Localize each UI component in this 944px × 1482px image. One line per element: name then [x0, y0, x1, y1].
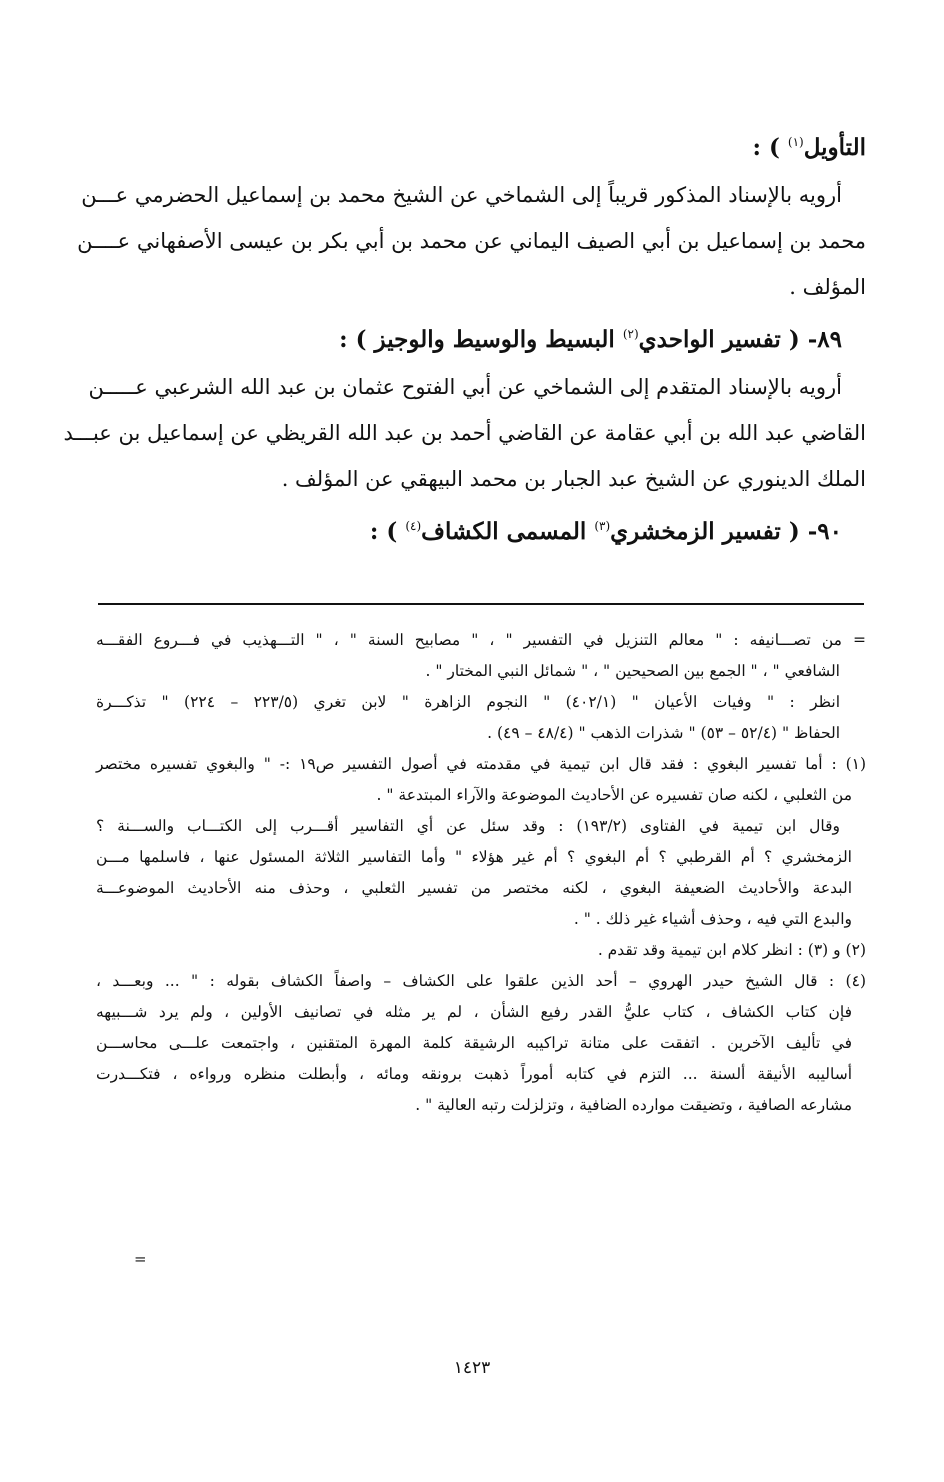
footnote-1-line: والبدع التي فيه ، وحذف أشياء غير ذلك . " . [573, 910, 852, 928]
heading-rest: البسيط والوسيط والوجيز ) : [339, 326, 615, 353]
heading-89 [96, 310, 866, 364]
footnote-4-line: أساليبه الأنيقة ألسنة ... التزم في كتابه أموراً ذهبت برونقه ومائه ، وأبطلت منظره ورواءه ، فتكـــدرت [96, 1065, 852, 1083]
heading-number: ٨٩- ( [788, 326, 842, 353]
footnote-1-line: وقال ابن تيمية في الفتاوى (١٩٣/٢) : وقد سئل عن أي التفاسير أقـــرب إلى الكتـــاب والســـنة ؟ [96, 817, 841, 835]
footnote-ref: (٣) [594, 519, 611, 533]
heading-tail: ) : [752, 134, 780, 161]
footnote-2-3-line: (٢) و (٣) : انظر كلام ابن تيمية وقد تقدم . [597, 941, 866, 959]
heading-taweel [96, 118, 866, 172]
footnote-1-line: من الثعلبي ، لكنه صان تفسيره عن الأحاديث الموضوعة والآراء المبتدعة " . [376, 786, 852, 804]
heading-90 [96, 502, 866, 556]
paragraph-line: أرويه بالإسناد المتقدم إلى الشماخي عن أبي الفتوح عثمان بن عبد الله الشرعبي عـــــن [88, 375, 842, 399]
continued-mark: = [134, 1250, 147, 1268]
paragraph-line: المؤلف . [789, 275, 866, 299]
footnotes [96, 625, 866, 1121]
heading-title: تفسير الزمخشري [610, 518, 781, 545]
heading-number: ٩٠- ( [788, 518, 842, 545]
heading-title: التأويل [803, 134, 866, 161]
footnote-4-line: مشارعه الصافية ، وتضيقت موارده الضافية ، وتزلزلت رتبه العالية " . [415, 1096, 852, 1114]
footnote-line: = من تصـــانيفه : " معالم التنزيل في التفسير " ، " مصابيح السنة " ، " التـــهذيب في فـــروع الفقـــه [96, 631, 866, 649]
footnote-1-line: الزمخشري ؟ أم القرطبي ؟ أم البغوي ؟ أم غير هؤلاء " وأما التفاسير الثلاثة المسئول عنها ، فاسلمها مـــن [96, 848, 852, 866]
paragraph-line: محمد بن إسماعيل بن أبي الصيف اليماني عن محمد بن أبي بكر بن عيسى الأصفهاني عــــن [77, 229, 866, 253]
footnote-line: انظر : " وفيات الأعيان " (٤٠٢/١) " النجوم الزاهرة " لابن تغري (٢٢٣/٥ – ٢٢٤) " تذكـــرة [96, 693, 841, 711]
paragraph-line: الملك الدينوري عن الشيخ عبد الجبار بن محمد البيهقي عن المؤلف . [281, 467, 866, 491]
footnote-line: الشافعي " ، " الجمع بين الصحيحين " ، " شمائل النبي المختار " . [425, 662, 840, 680]
paragraph-line: القاضي عبد الله بن أبي عقامة عن القاضي أحمد بن عبد الله القريظي عن إسماعيل بن عبـــد [63, 421, 866, 445]
footnote-1-line: (١) : أما تفسير البغوي : فقد قال ابن تيمية في مقدمته في أصول التفسير ص١٩ :- " والبغوي تفسيره مختصر [96, 755, 867, 773]
footnote-1-line: البدعة والأحاديث الضعيفة البغوي ، لكنه مختصر من تفسير الثعلبي ، وحذف منه الأحاديث الموضوعـــة [96, 879, 852, 897]
footnote-line: الحفاظ " (٥٢/٤ – ٥٣) " شذرات الذهب " (٤٨/٤ – ٤٩) . [487, 724, 840, 742]
page-number: ١٤٢٣ [453, 1358, 491, 1378]
footnote-4-line: فإن كتاب الكشاف ، كتاب عليُّ القدر رفيع الشأن ، لم ير مثله في تصانيف الأولين ، ولم يرد شـــبيهه [96, 1003, 852, 1021]
heading-middle: المسمى الكشاف [421, 518, 587, 545]
heading-title: تفسير الواحدي [638, 326, 781, 353]
footnote-ref: (٤) [405, 519, 422, 533]
footnote-ref: (١) [787, 135, 804, 149]
paragraph-line: أرويه بالإسناد المذكور قريباً إلى الشماخي عن الشيخ محمد بن إسماعيل الحضرمي عـــن [81, 183, 842, 207]
footnote-divider [98, 603, 864, 605]
footnote-4-line: (٤) : قال الشيخ حيدر الهروي – أحد الذين علقوا على الكشاف – واصفاً الكشاف بقوله : " ... وبعـــد ، [96, 972, 866, 990]
footnote-ref: (٢) [622, 327, 639, 341]
main-text [63, 118, 866, 556]
heading-tail: ) : [369, 518, 398, 545]
footnote-4-line: في تأليف الآخرين . اتفقت على متانة تراكيبه الرشيقة كلمة المهرة المتقنين ، واجتمعت علـــى محاســـن [96, 1034, 852, 1052]
